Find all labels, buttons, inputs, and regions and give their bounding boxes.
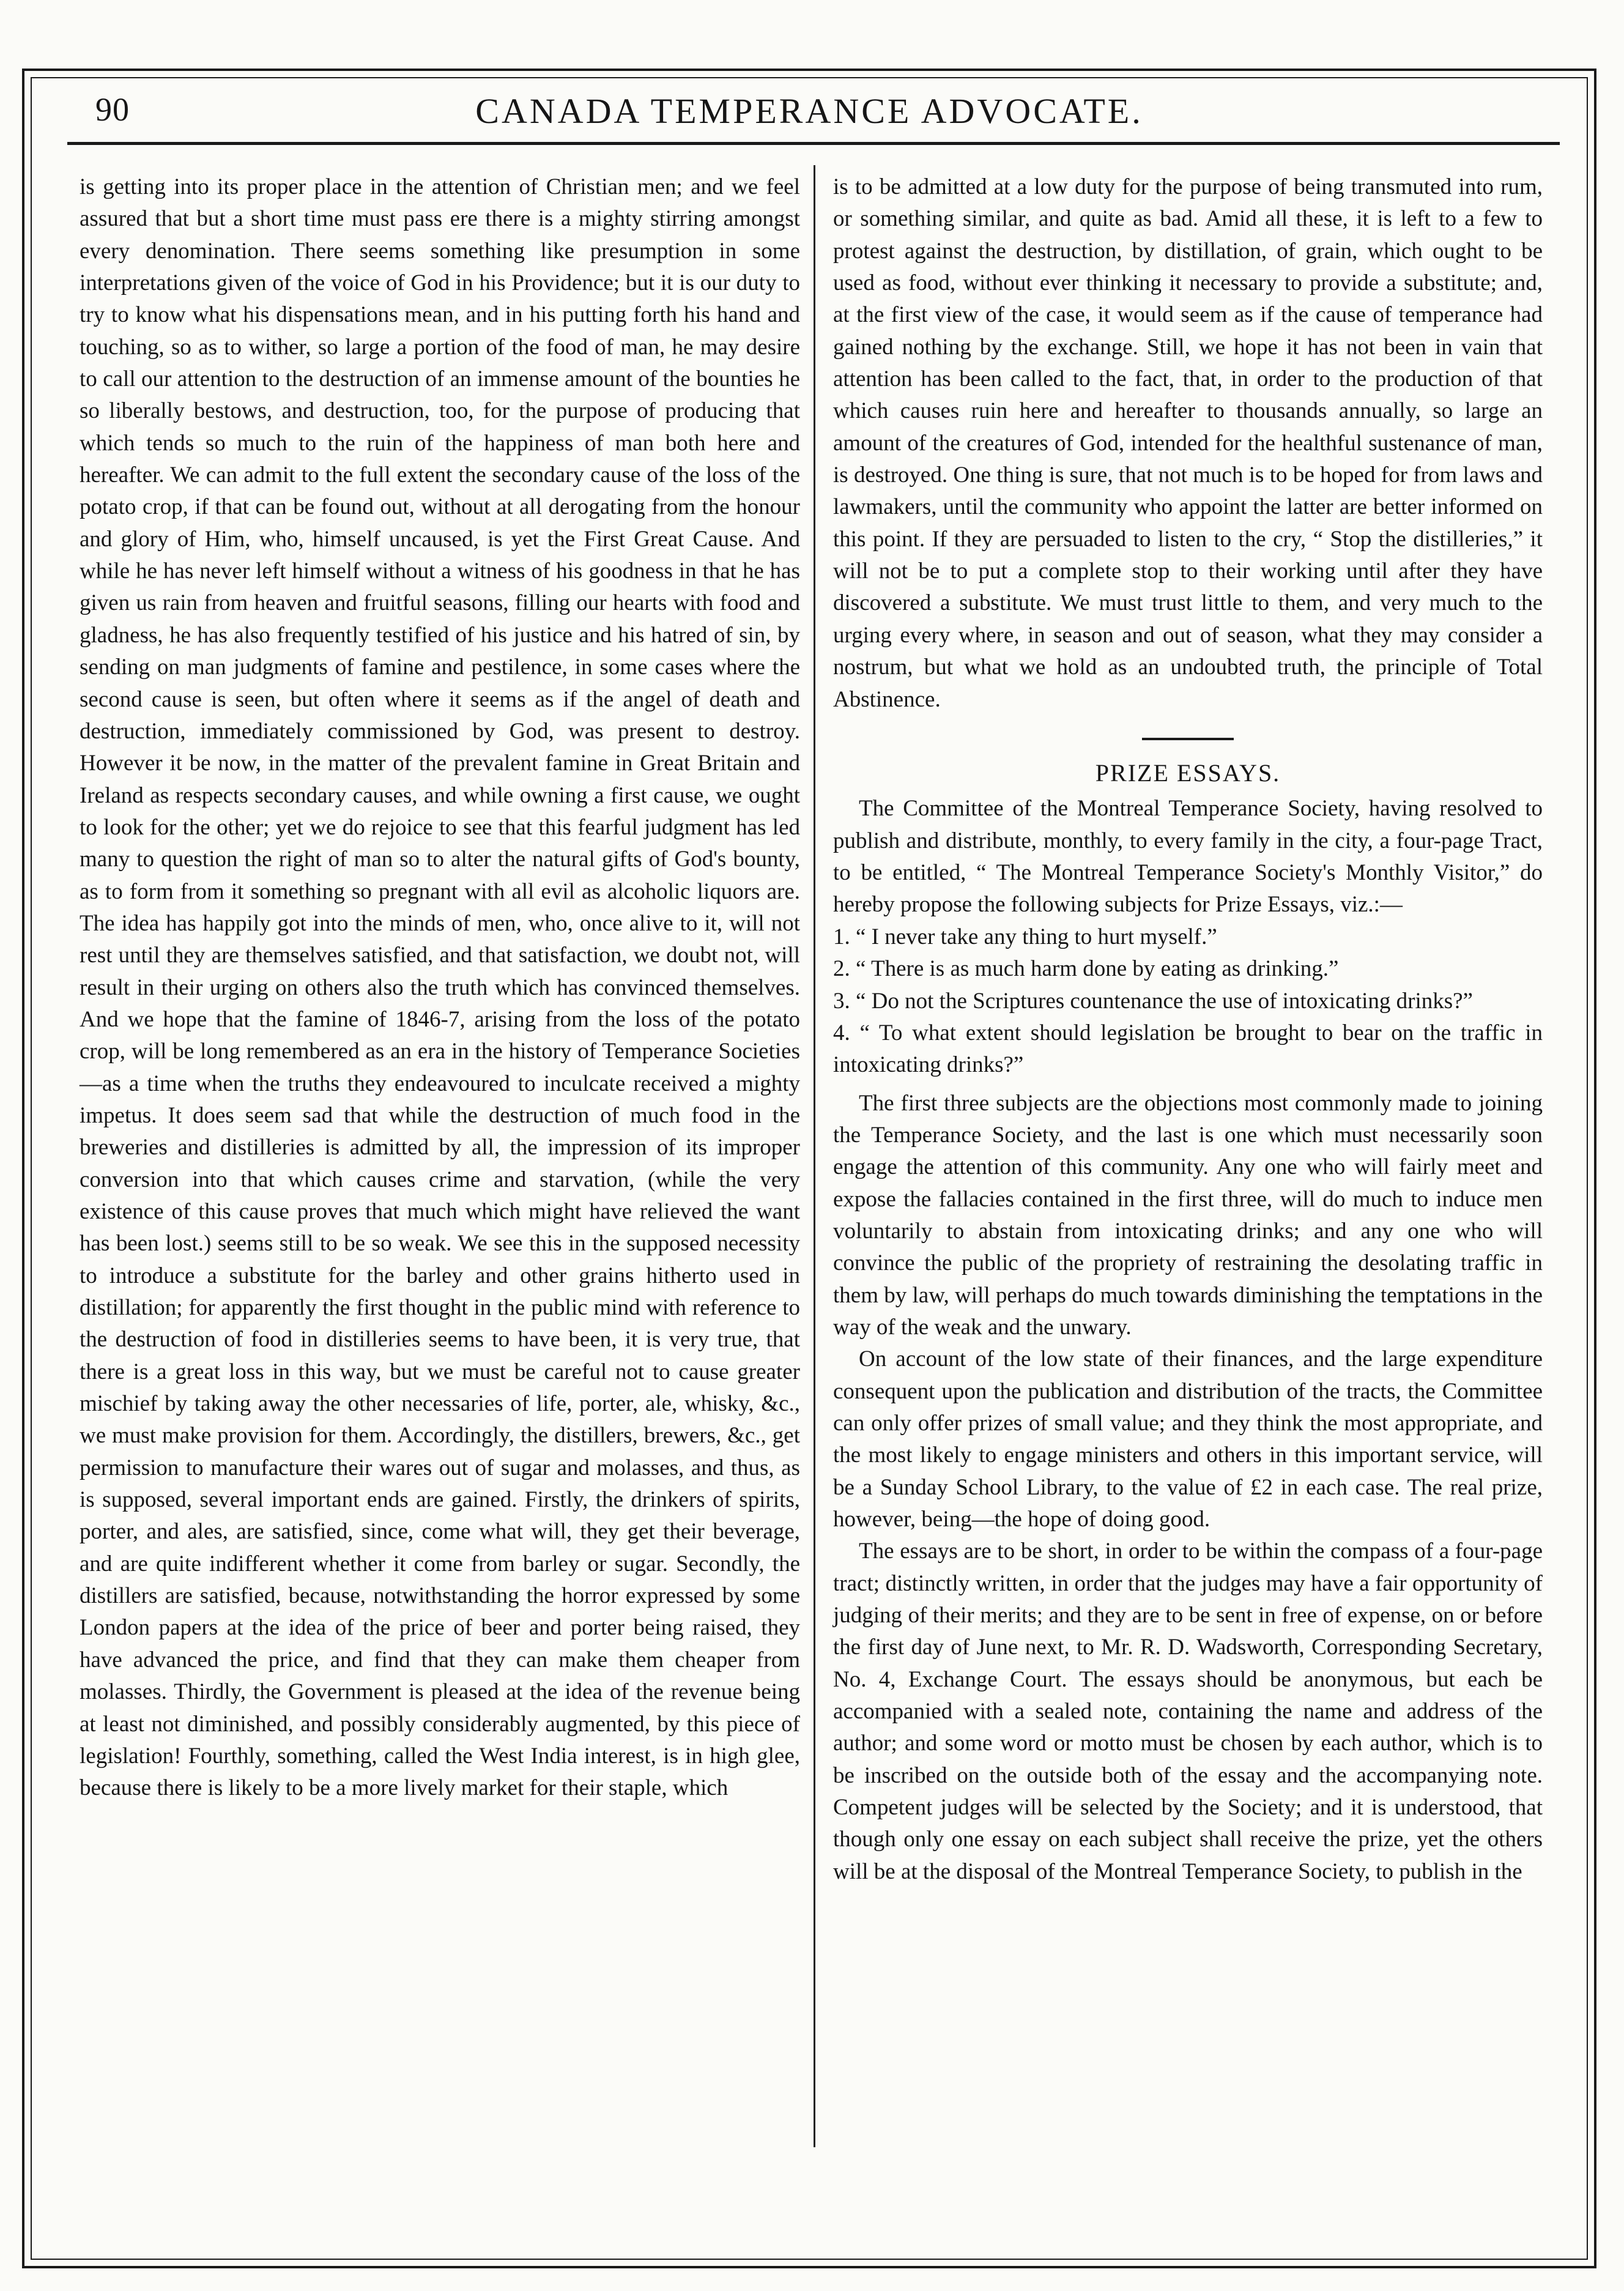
essay-subject-4: 4. “ To what extent should legislation be brought to bear on the traffic in intoxicating drinks?” bbox=[833, 1020, 1543, 1078]
section-separator bbox=[1142, 738, 1234, 740]
paragraph-objections: The first three subjects are the objections most commonly made to joining the Temperance Society, and the last is one which must necessarily soon engage the attention of this community. Any one who will fairly meet and expose the fallacies contained in the first three, will do much to induce men voluntarily to abstain from intoxicating drinks; and any one who will convince the public of the propriety of restraining the desolating traffic in them by law, will perhaps do much towards diminishing the temptations in the way of the weak and the unwary. bbox=[833, 1090, 1543, 1340]
essay-subject-2: 2. “ There is as much harm done by eating as drinking.” bbox=[833, 956, 1339, 982]
essay-subject-1: 1. “ I never take any thing to hurt myself.” bbox=[833, 924, 1217, 949]
prize-intro-paragraph: The Committee of the Montreal Temperance Society, having resolved to publish and distribute, monthly, to every family in the city, a four-page Tract, to be entitled, “ The Montreal Temperance Society's Monthly Visitor,” do hereby propose the following subjects for Prize Essays, viz.:— bbox=[833, 796, 1543, 918]
header-rule bbox=[67, 142, 1560, 145]
right-column bbox=[833, 171, 1543, 1888]
column-divider bbox=[814, 165, 815, 2147]
page-number: 90 bbox=[95, 91, 130, 128]
left-column bbox=[80, 171, 800, 1805]
article-body-text: is getting into its proper place in the attention of Christian men; and we feel assured that but a short time must pass ere there is a mighty stirring amongst every denomination. There seems something like presumption in some interpretations given of the voice of God in his Providence; but it is our duty to try to know what his dispensations mean, and in his putting forth his hand and touching, so as to wither, so large a portion of the food of man, he may desire to call our attention to the destruction of an immense amount of the bounties he so liberally bestows, and destruction, too, for the purpose of producing that which tends so much to the ruin of the happiness of man both here and hereafter. We can admit to the full extent the secondary cause of the loss of the potato crop, if that can be found out, without at all derogating from the honour and glory of Him, who, himself uncaused, is yet the First Great Cause. And while he has never left himself without a witness of his goodness in that he has given us rain from heaven and fruitful seasons, filling our hearts with food and gladness, he has also frequently testified of his justice and his hatred of sin, by sending on man judgments of famine and pestilence, in some cases where the second cause is seen, but often where it seems as if the angel of death and destruction, immediately commissioned by God, was present to destroy. However it be now, in the matter of the prevalent famine in Great Britain and Ireland as respects secondary causes, and while owning a first cause, we ought to look for the other; yet we do rejoice to see that this fearful judgment has led many to question the right of man so to alter the natural gifts of God's bounty, as to form from it something so pregnant with all evil as alcoholic liquors are. The idea has happily got into the minds of men, who, once alive to it, will not rest until they are themselves satisfied, and that satisfaction, we doubt not, will result in their urging on others also the truth which has convinced themselves. And we hope that the famine of 1846-7, arising from the loss of the potato crop, will be long remembered as an era in the history of Temperance Societies—as a time when the truths they endeavoured to inculcate received a mighty impetus. It does seem sad that while the destruction of much food in the breweries and distilleries is admitted by all, the impression of its improper conversion into that which causes crime and starvation, (while the very existence of this cause proves that much which might have relieved the want has been lost.) seems still to be so weak. We see this in the supposed necessity to introduce a substitute for the barley and other grains hitherto used in distillation; for apparently the first thought in the public mind with reference to the destruction of food in distilleries seems to have been, it is very true, that there is a great loss in this way, but we must be careful not to cause greater mischief by taking away the other necessaries of life, porter, ale, whisky, &c., we must make provision for them. Accordingly, the distillers, brewers, &c., get permission to manufacture their wares out of sugar and molasses, and thus, as is supposed, several important ends are gained. Firstly, the drinkers of spirits, porter, and ales, are satisfied, since, come what will, they get their beverage, and are quite indifferent whether it come from barley or sugar. Secondly, the distillers are satisfied, because, notwithstanding the horror expressed by some London papers at the idea of the price of beer and porter being raised, they have advanced the price, and find that they can make them cheaper from molasses. Thirdly, the Government is pleased at the idea of the revenue being at least not diminished, and possibly considerably augmented, by this piece of legislation! Fourthly, something, called the West India interest, is in high glee, because there is likely to be a more lively market for their staple, which bbox=[80, 174, 800, 1801]
section-title: PRIZE ESSAYS. bbox=[1095, 759, 1281, 787]
essay-subject-3: 3. “ Do not the Scriptures countenance the use of intoxicating drinks?” bbox=[833, 988, 1473, 1014]
page-header bbox=[37, 78, 1582, 147]
paragraph-prizes: On account of the low state of their finances, and the large expenditure consequent upon the publication and distribution of the tracts, the Committee can only offer prizes of small value; and they think the most appropriate, and the most likely to engage ministers and others in this important service, will be a Sunday School Library, to the value of £2 in each case. The real prize, however, being—the hope of doing good. bbox=[833, 1346, 1543, 1532]
article-continuation: is to be admitted at a low duty for the purpose of being transmuted into rum, or something similar, and quite as bad. Amid all these, it is left to a few to protest against the destruction, by distillation, of grain, which ought to be used as food, without ever thinking it necessary to provide a substitute; and, at the first view of the case, it would seem as if the cause of temperance had gained nothing by the exchange. Still, we hope it has not been in vain that attention has been called to the fact, that, in order to the production of that which causes ruin here and hereafter to thousands annually, so large an amount of the creatures of God, intended for the healthful sustenance of man, is destroyed. One thing is sure, that not much is to be hoped for from laws and lawmakers, until the community who appoint the latter are better informed on this point. If they are persuaded to listen to the cry, “ Stop the distilleries,” it will not be to put a complete stop to their working until after they have discovered a substitute. We must trust little to them, and very much to the urging every where, in season and out of season, what they may consider a nostrum, but what we hold as an undoubted truth, the principle of Total Abstinence. bbox=[833, 174, 1543, 712]
masthead-title: CANADA TEMPERANCE ADVOCATE. bbox=[475, 91, 1143, 131]
paragraph-submission-rules: The essays are to be short, in order to be within the compass of a four-page tract; distinctly written, in order that the judges may have a fair opportunity of judging of their merits; and they are to be sent in free of expense, on or before the first day of June next, to Mr. R. D. Wadsworth, Corresponding Secretary, No. 4, Exchange Court. The essays should be anonymous, but each be accompanied with a sealed note, containing the name and address of the author; and some word or motto must be chosen by each author, which is to be inscribed on the outside both of the essay and the accompanying note. Competent judges will be selected by the Society; and it is understood, that though only one essay on each subject shall receive the prize, yet the others will be at the disposal of the Montreal Temperance Society, to publish in the bbox=[833, 1539, 1543, 1884]
